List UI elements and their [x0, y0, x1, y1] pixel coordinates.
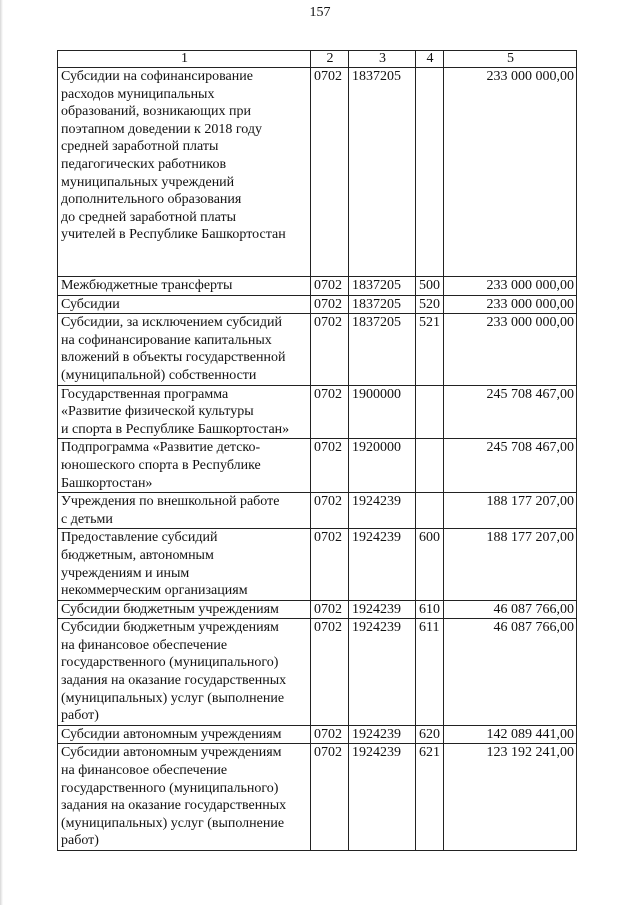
row-article: 1924239: [349, 619, 416, 726]
header-col-type: 4: [416, 51, 444, 68]
row-amount: 233 000 000,00: [444, 295, 577, 314]
row-amount: 188 177 207,00: [444, 529, 577, 600]
budget-table: [57, 50, 577, 851]
row-name: Субсидии, за исключением субсидий на софинансирование капитальных вложений в объекты государственной (муниципальной) собственности: [58, 314, 311, 385]
row-section: 0702: [311, 385, 349, 439]
row-amount: 233 000 000,00: [444, 314, 577, 385]
row-name: Субсидии на софинансирование расходов муниципальных образований, возникающих при поэтапном доведении к 2018 году средней заработной платы педагогических работников муниципальных учреждений дополнительного образования до средней заработной платы учителей в Республике Башкортостан: [58, 68, 311, 277]
table-row: [58, 619, 577, 726]
page-number: 157: [309, 5, 331, 20]
row-article: 1924239: [349, 529, 416, 600]
row-name: Учреждения по внешкольной работе с детьми: [58, 493, 311, 529]
row-amount: 46 087 766,00: [444, 600, 577, 619]
row-section: 0702: [311, 439, 349, 493]
table-header: [58, 51, 577, 68]
row-amount: 142 089 441,00: [444, 725, 577, 744]
row-type: 620: [416, 725, 444, 744]
row-article: 1900000: [349, 385, 416, 439]
header-col-article: 3: [349, 51, 416, 68]
row-section: 0702: [311, 493, 349, 529]
row-name: Предоставление субсидий бюджетным, автономным учреждениям и иным некоммерческим организациям: [58, 529, 311, 600]
row-article: 1837205: [349, 277, 416, 296]
row-section: 0702: [311, 295, 349, 314]
row-amount: 245 708 467,00: [444, 439, 577, 493]
row-name: Субсидии автономным учреждениям на финансовое обеспечение государственного (муниципального) задания на оказание государственных (муниципальных) услуг (выполнение работ): [58, 744, 311, 851]
row-section: 0702: [311, 725, 349, 744]
table-row: [58, 68, 577, 277]
row-amount: 233 000 000,00: [444, 68, 577, 277]
table-row: [58, 439, 577, 493]
row-type: 520: [416, 295, 444, 314]
row-type: [416, 385, 444, 439]
row-section: 0702: [311, 68, 349, 277]
table-body: [58, 68, 577, 851]
table-row: [58, 493, 577, 529]
row-section: 0702: [311, 277, 349, 296]
row-name: Субсидии бюджетным учреждениям на финансовое обеспечение государственного (муниципального) задания на оказание государственных (муниципальных) услуг (выполнение работ): [58, 619, 311, 726]
row-name: Межбюджетные трансферты: [58, 277, 311, 296]
row-name: Государственная программа «Развитие физической культуры и спорта в Республике Башкортостан»: [58, 385, 311, 439]
row-name: Субсидии автономным учреждениям: [58, 725, 311, 744]
row-type: 611: [416, 619, 444, 726]
row-type: [416, 68, 444, 277]
table-row: [58, 600, 577, 619]
table-row: [58, 744, 577, 851]
table-row: [58, 295, 577, 314]
row-amount: 233 000 000,00: [444, 277, 577, 296]
row-type: 600: [416, 529, 444, 600]
header-col-section: 2: [311, 51, 349, 68]
row-article: 1924239: [349, 493, 416, 529]
row-article: 1924239: [349, 725, 416, 744]
row-type: 610: [416, 600, 444, 619]
row-article: 1924239: [349, 744, 416, 851]
row-article: 1924239: [349, 600, 416, 619]
row-amount: 245 708 467,00: [444, 385, 577, 439]
row-article: 1837205: [349, 314, 416, 385]
table-row: [58, 277, 577, 296]
row-amount: 123 192 241,00: [444, 744, 577, 851]
header-row: [58, 51, 577, 68]
table-row: [58, 385, 577, 439]
row-section: 0702: [311, 314, 349, 385]
header-col-amount: 5: [444, 51, 577, 68]
row-amount: 188 177 207,00: [444, 493, 577, 529]
row-type: 500: [416, 277, 444, 296]
table-row: [58, 725, 577, 744]
scan-edge-shadow: [0, 0, 3, 905]
table-row: [58, 529, 577, 600]
row-type: [416, 493, 444, 529]
row-type: 621: [416, 744, 444, 851]
row-type: [416, 439, 444, 493]
row-section: 0702: [311, 600, 349, 619]
row-article: 1837205: [349, 295, 416, 314]
row-type: 521: [416, 314, 444, 385]
row-article: 1920000: [349, 439, 416, 493]
row-amount: 46 087 766,00: [444, 619, 577, 726]
row-section: 0702: [311, 529, 349, 600]
table-row: [58, 314, 577, 385]
row-section: 0702: [311, 619, 349, 726]
row-article: 1837205: [349, 68, 416, 277]
row-name: Подпрограмма «Развитие детско- юношеского спорта в Республике Башкортостан»: [58, 439, 311, 493]
row-name: Субсидии: [58, 295, 311, 314]
header-col-name: 1: [58, 51, 311, 68]
row-name: Субсидии бюджетным учреждениям: [58, 600, 311, 619]
row-section: 0702: [311, 744, 349, 851]
